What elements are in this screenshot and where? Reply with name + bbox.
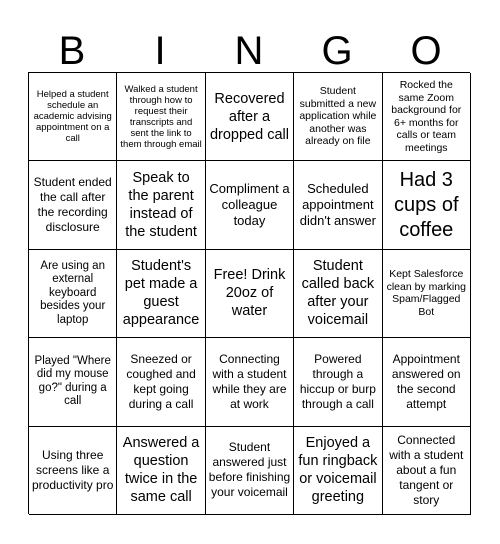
header-letter-i: I	[154, 29, 166, 73]
bingo-cell-r4-c4[interactable]	[294, 338, 382, 426]
header-letter-b: B	[58, 29, 86, 73]
bingo-cell-r2-c1[interactable]	[29, 161, 117, 249]
cell-text: Sneezed or coughed and kept going during a call	[126, 351, 196, 411]
bingo-cell-r5-c1[interactable]	[29, 427, 117, 515]
cell-text: Student's pet made a guest appearance	[122, 258, 200, 329]
bingo-cell-r1-c3[interactable]	[206, 73, 294, 161]
cell-text: Student called back after your voicemail	[301, 258, 375, 329]
cell-text: Connected with a student about a fun tangent or story	[389, 432, 464, 507]
cell-text: Enjoyed a fun ringback or voicemail greeting	[298, 435, 378, 506]
cell-text: Are using an external keyboard besides your laptop	[40, 259, 106, 326]
bingo-cell-r2-c3[interactable]	[206, 161, 294, 249]
bingo-cell-r1-c1[interactable]	[29, 73, 117, 161]
bingo-cell-r1-c5[interactable]	[383, 73, 471, 161]
cell-text: Answered a question twice in the same call	[122, 435, 200, 506]
cell-text: Connecting with a student while they are at work	[212, 351, 287, 411]
cell-text: Student answered just before finishing your voicemail	[208, 440, 291, 500]
bingo-cell-r3-c3 free-space[interactable]	[206, 250, 294, 338]
bingo-cell-r3-c5[interactable]	[383, 250, 471, 338]
bingo-cell-r5-c3[interactable]	[206, 427, 294, 515]
bingo-cell-r1-c2[interactable]	[117, 73, 205, 161]
bingo-cell-r4-c5[interactable]	[383, 338, 471, 426]
bingo-cell-r5-c5[interactable]	[383, 427, 471, 515]
cell-text: Appointment answered on the second attempt	[391, 351, 461, 411]
cell-text: Recovered after a dropped call	[209, 90, 289, 143]
cell-text: Had 3 cups of coffee	[394, 168, 459, 241]
cell-text: Student ended the call after the recording disclosure	[33, 175, 112, 235]
cell-text: Free! Drink 20oz of water	[213, 267, 286, 320]
cell-text: Scheduled appointment didn't answer	[299, 181, 376, 229]
cell-text: Powered through a hiccup or burp through a call	[299, 351, 376, 411]
bingo-cell-r1-c4[interactable]	[294, 73, 382, 161]
bingo-header	[28, 30, 470, 72]
cell-text: Compliment a colleague today	[209, 181, 290, 229]
header-letter-o: O	[410, 29, 442, 73]
header-letter-n: N	[234, 29, 264, 73]
bingo-cell-r3-c4[interactable]	[294, 250, 382, 338]
bingo-cell-r2-c2[interactable]	[117, 161, 205, 249]
bingo-cell-r4-c1[interactable]	[29, 338, 117, 426]
bingo-cell-r3-c2[interactable]	[117, 250, 205, 338]
bingo-cell-r2-c5[interactable]	[383, 161, 471, 249]
cell-text: Walked a student through how to request their transcripts and sent the link to them through email	[120, 83, 202, 150]
bingo-cell-r3-c1[interactable]	[29, 250, 117, 338]
bingo-cell-r2-c4[interactable]	[294, 161, 382, 249]
cell-text: Kept Salesforce clean by marking Spam/Flagged Bot	[386, 268, 466, 318]
cell-text: Speak to the parent instead of the student	[125, 170, 197, 241]
cell-text: Rocked the same Zoom background for 6+ months for calls or team meetings	[391, 79, 462, 154]
header-letter-g: G	[321, 29, 353, 73]
bingo-cell-r5-c4[interactable]	[294, 427, 382, 515]
bingo-cell-r5-c2[interactable]	[117, 427, 205, 515]
cell-text: Played "Where did my mouse go?" during a call	[34, 354, 111, 408]
bingo-cell-r4-c3[interactable]	[206, 338, 294, 426]
bingo-grid	[28, 72, 470, 514]
cell-text: Helped a student schedule an academic advising appointment on a call	[33, 89, 112, 145]
cell-text: Student submitted a new application while another was already on file	[299, 85, 377, 148]
cell-text: Using three screens like a productivity pro	[32, 447, 114, 492]
bingo-cell-r4-c2[interactable]	[117, 338, 205, 426]
